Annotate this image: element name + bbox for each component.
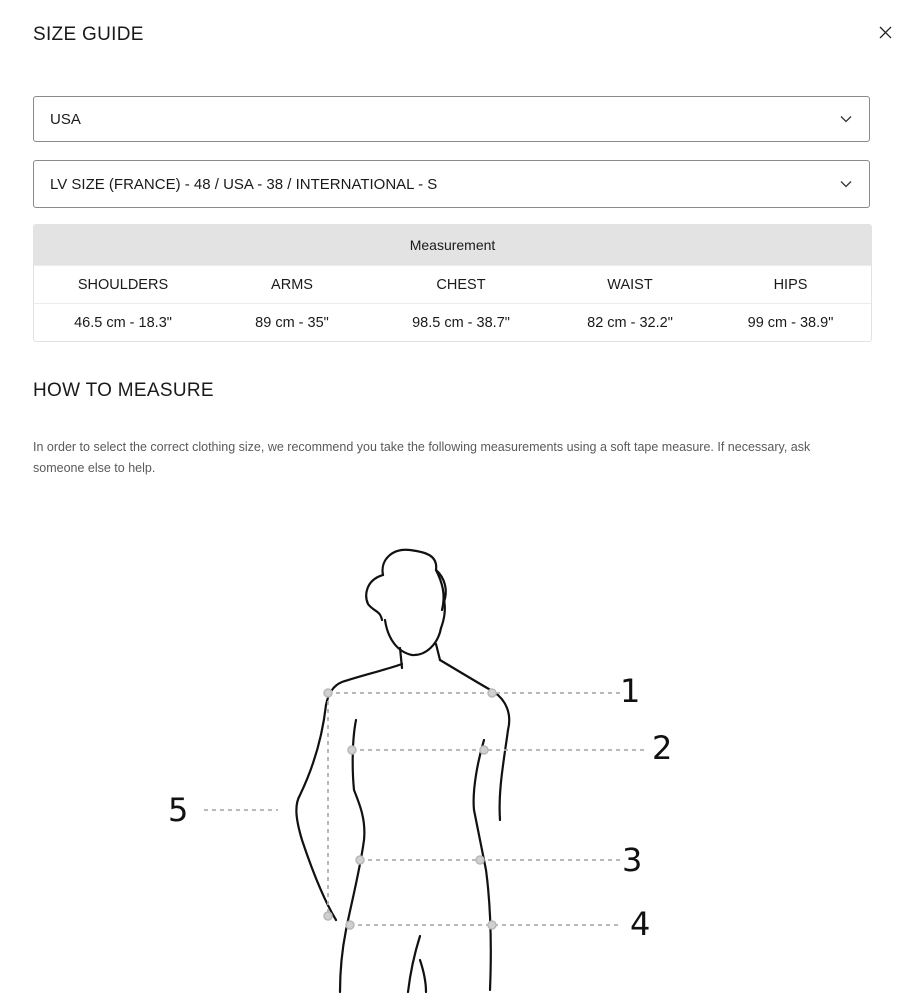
table-cell: 46.5 cm - 18.3" [74,314,172,331]
size-select[interactable] [33,160,870,208]
measure-label-2: 2 [652,729,673,767]
column-header: HIPS [773,276,808,293]
table-row [34,303,871,341]
column-header: SHOULDERS [77,276,169,293]
measure-lines [204,693,645,925]
measure-label-1: 1 [620,672,641,710]
measure-label-4: 4 [630,905,651,943]
country-select-value: USA [50,110,81,128]
measure-points [324,689,496,929]
how-to-measure-description: In order to select the correct clothing size, we recommend you take the following measurements using a soft tape measure. If necessary, ask someone else to help. [33,440,811,475]
table-cell: 82 cm - 32.2" [587,314,673,331]
country-select[interactable] [33,96,870,142]
size-select-value: LV SIZE (FRANCE) - 48 / USA - 38 / INTERNATIONAL - S [50,175,438,193]
column-header: CHEST [436,276,486,293]
close-icon[interactable] [874,22,896,44]
table-cell: 98.5 cm - 38.7" [412,314,510,331]
page-title: SIZE GUIDE [33,24,144,45]
how-to-measure-title: HOW TO MEASURE [33,380,214,401]
body-outline [296,550,509,992]
measure-label-5: 5 [168,791,189,829]
chevron-down-icon [839,177,853,191]
column-header: WAIST [607,276,653,293]
measure-label-3: 3 [622,841,643,879]
table-header-row [34,265,871,303]
chevron-down-icon [839,112,853,126]
column-header: ARMS [271,276,313,293]
measurement-table [33,224,872,342]
table-cell: 89 cm - 35" [255,314,329,331]
measurement-figure [0,490,904,993]
table-caption: Measurement [34,225,871,265]
table-cell: 99 cm - 38.9" [747,314,834,331]
